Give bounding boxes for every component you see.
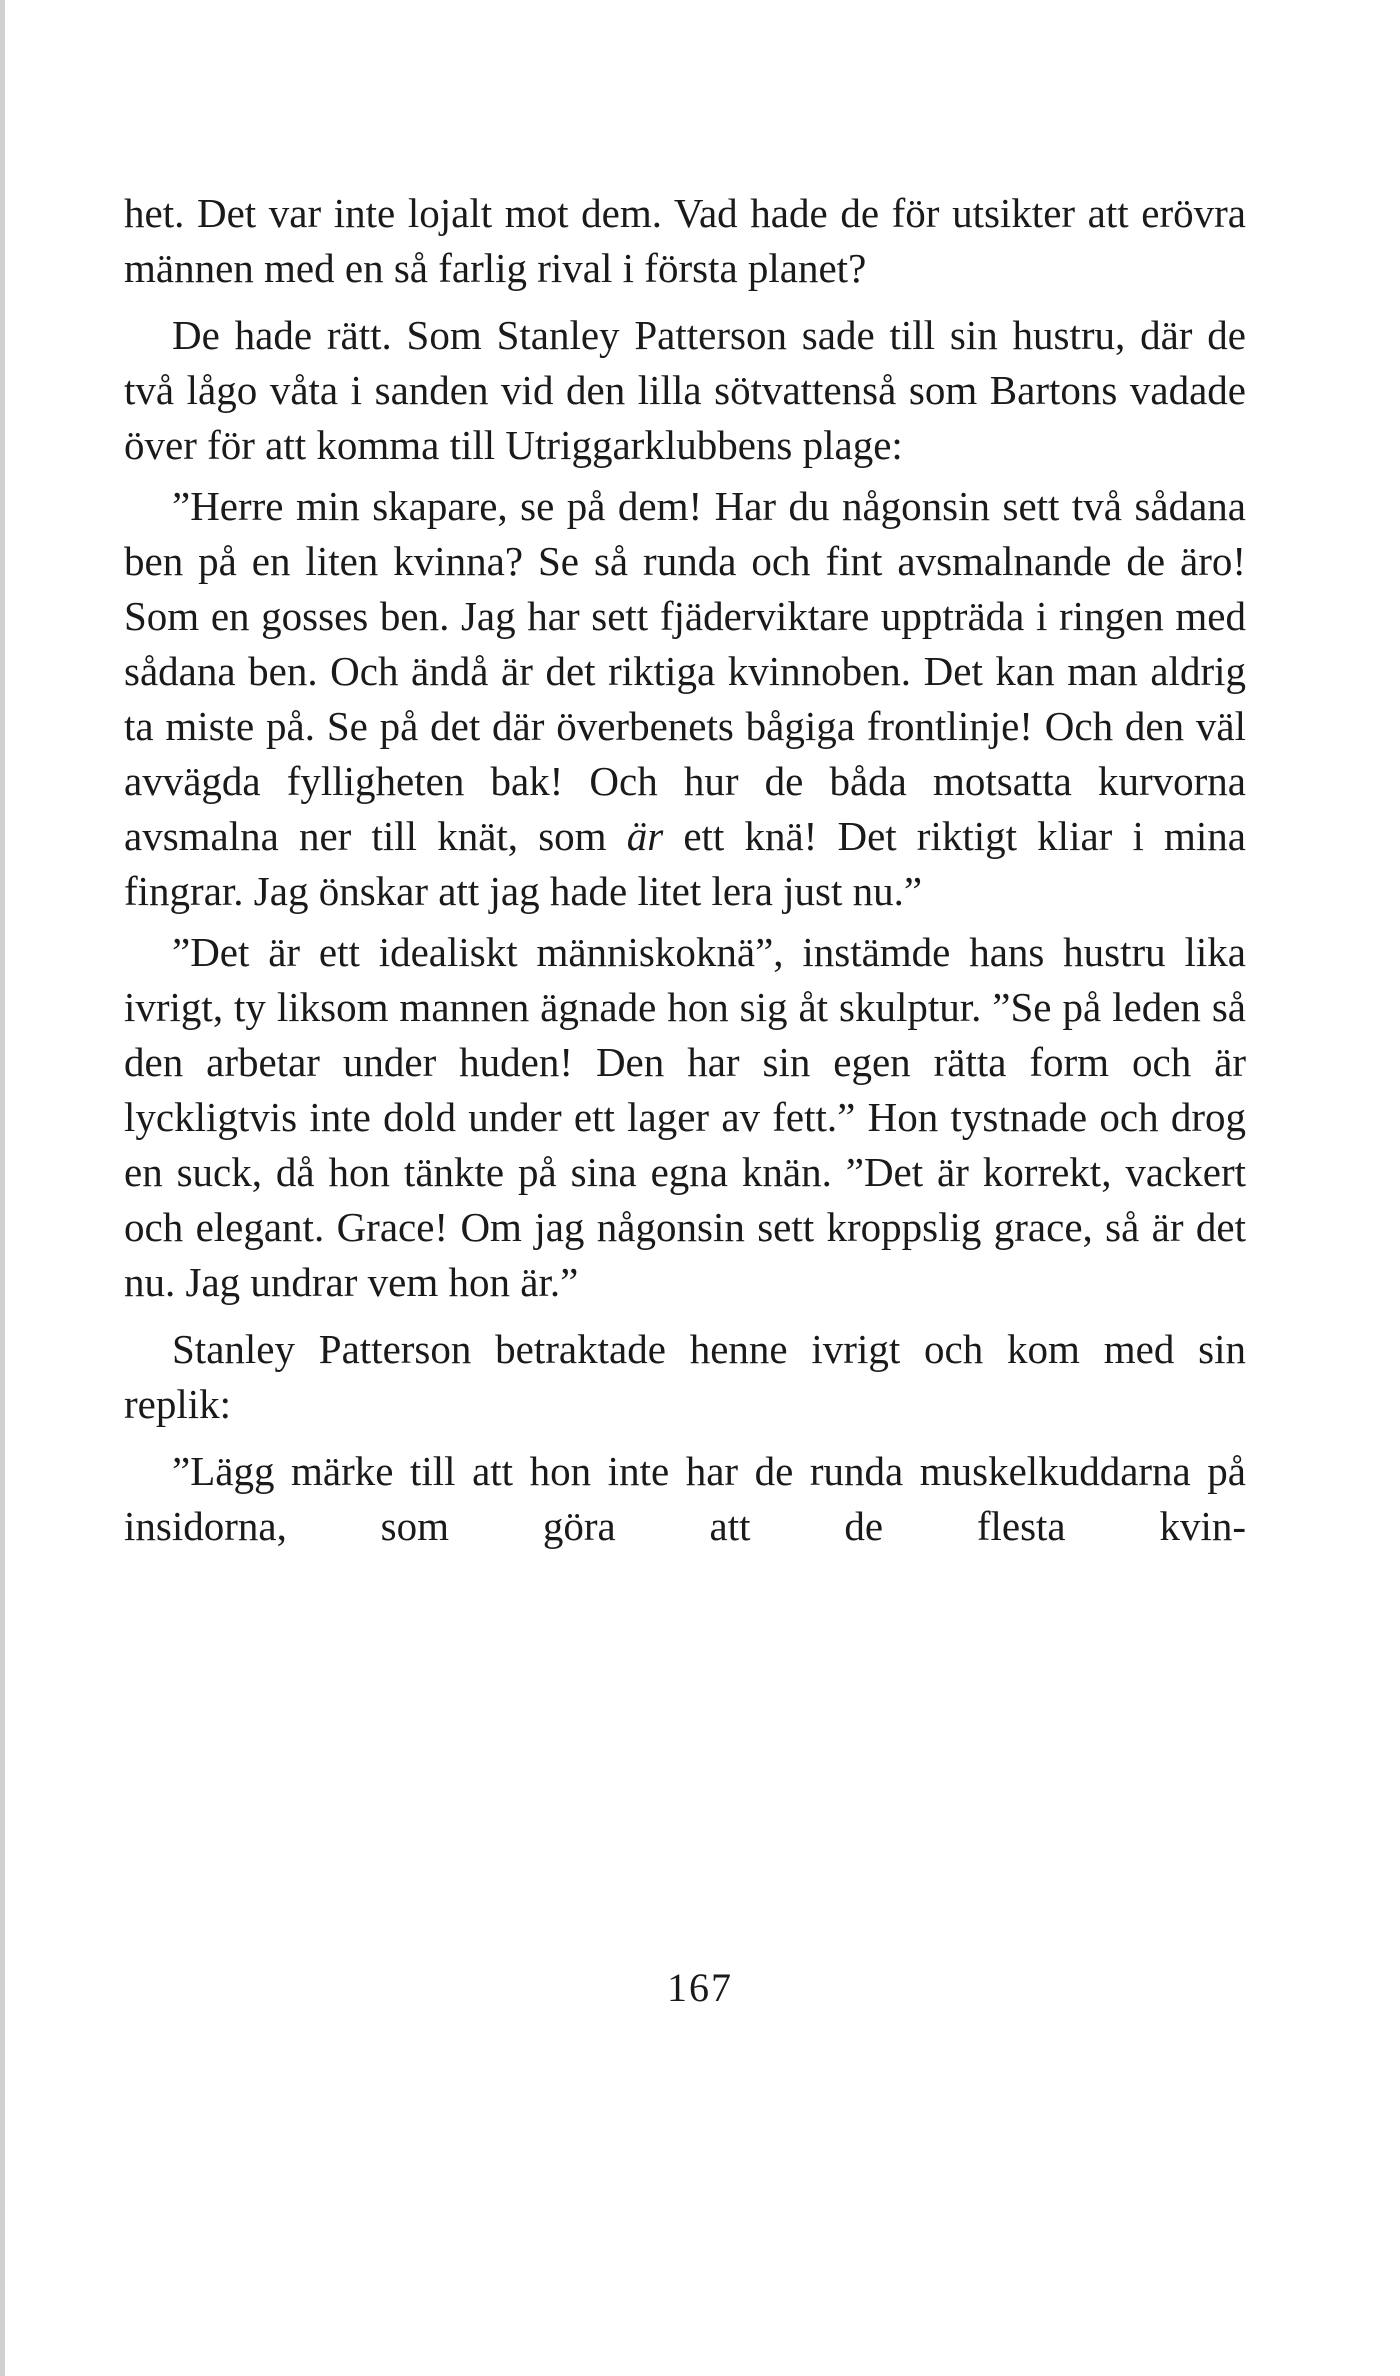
paragraph-3-text: ”Herre min skapare, se på dem! Har du någonsin sett två sådana ben på en liten kvinna? Se så runda och fint avsmalnande de äro! Som en gosses ben. Jag har sett fjäderviktare uppträda i ringen med sådana ben. Och ändå är det riktiga kvinnoben. Det kan man aldrig ta miste på. Se på det där överbenets bågiga frontlinje! Och den väl avvägda fylligheten bak! Och hur de båda motsatta kurvorna avsmalna ner till knät, som xyxy=(124,483,1246,859)
paragraph-6-text: ”Lägg märke till att hon inte har de runda muskelkuddarna på insidorna, som göra att de flesta kvin- xyxy=(124,1448,1246,1549)
paragraph-5-text: Stanley Patterson betraktade henne ivrigt och kom med sin replik: xyxy=(124,1326,1246,1427)
body-text xyxy=(124,186,1246,1554)
page-number: 167 xyxy=(667,1965,733,2010)
paragraph-3 xyxy=(124,479,1246,919)
paragraph-2-text: De hade rätt. Som Stanley Patterson sade till sin hustru, där de två lågo våta i sanden vid den lilla sötvattenså som Bartons vadade över för att komma till Utriggarklubbens plage: xyxy=(124,312,1246,468)
page-left-edge xyxy=(0,0,5,2376)
paragraph-3-text-after: ett knä! Det riktigt kliar i mina fingrar. Jag önskar att jag hade litet lera just nu.” xyxy=(124,813,1246,914)
paragraph-4-text: ”Det är ett idealiskt människoknä”, instämde hans hustru lika ivrigt, ty liksom mannen ägnade hon sig åt skulptur. ”Se på leden så den arbetar under huden! Den har sin egen rätta form och är lyckligtvis inte dold under ett lager av fett.” Hon tystnade och drog en suck, då hon tänkte på sina egna knän. ”Det är korrekt, vackert och elegant. Grace! Om jag någonsin sett kroppslig grace, så är det nu. Jag undrar vem hon är.” xyxy=(124,929,1246,1305)
paragraph-2 xyxy=(124,308,1246,473)
paragraph-4 xyxy=(124,925,1246,1310)
paragraph-1 xyxy=(124,186,1246,296)
paragraph-1-text: het. Det var inte lojalt mot dem. Vad hade de för utsikter att erövra männen med en så farlig rival i första planet? xyxy=(124,190,1246,291)
paragraph-6 xyxy=(124,1444,1246,1554)
paragraph-3-emphasis: är xyxy=(626,813,664,859)
paragraph-5 xyxy=(124,1322,1246,1432)
